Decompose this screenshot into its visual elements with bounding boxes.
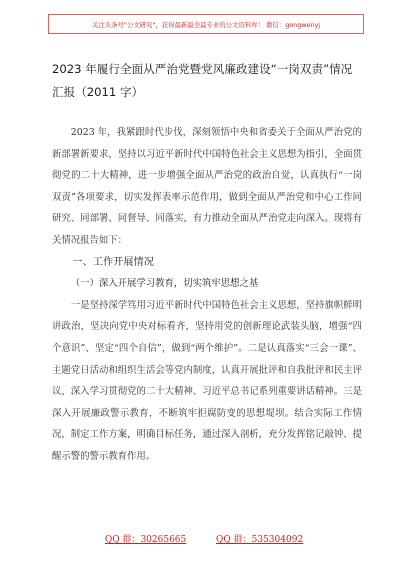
footer-contact [0,532,408,545]
qq-group-2: QQ 群：535304092 [216,535,304,545]
document-title: 2023 年履行全面从严治党暨党风廉政建设“一岗双责”情况汇报（2011 字） [52,62,353,99]
document-body [52,122,362,468]
promo-banner: 关注头条号"公文研究"，获得最新最全最专业的公文资料库！ 微信：gongwenyj [48,14,364,34]
body-paragraph: 一是坚持深学笃用习近平新时代中国特色社会主义思想，坚持旗帜鲜明讲政治，坚决向党中央对标看齐，坚持用党的创新理论武装头脑，增强“四个意识”、坚定“四个自信”，做到“两个维护”。二是认真落实“三会一课”、主题党日活动和组织生活会等党内制度，认真开展批评和自我批评和民主评议，深入学习贯彻党的二十大精神、习近平总书记系列重要讲话精神。三是深入开展廉政警示教育，不断筑牢拒腐防变的思想堤坝。结合实际工作情况，制定工作方案，明确目标任务，通过深入剖析，充分发挥铭记敲钟、提醒示警的警示教育作用。 [52,299,362,462]
qq-group-1: QQ 群：30265665 [104,535,187,545]
section-heading: 一、工作开展情况 [72,256,154,268]
subsection-heading: （一）深入开展学习教育，切实筑牢思想之基 [70,278,259,290]
intro-paragraph: 2023 年，我紧跟时代步伐，深刻领悟中央和省委关于全面从严治党的新部署新要求，坚持以习近平新时代中国特色社会主义思想为指引，全面贯彻党的二十大精神，进一步增强全面从严治党的政治自觉，认真执行“一岗双责”各项要求，切实发挥表率示范作用，做到全面从严治党和中心工作同研究、同部署、同督导、同落实，有力推动全面从严治党走向深入。现将有关情况报告如下： [52,127,362,246]
